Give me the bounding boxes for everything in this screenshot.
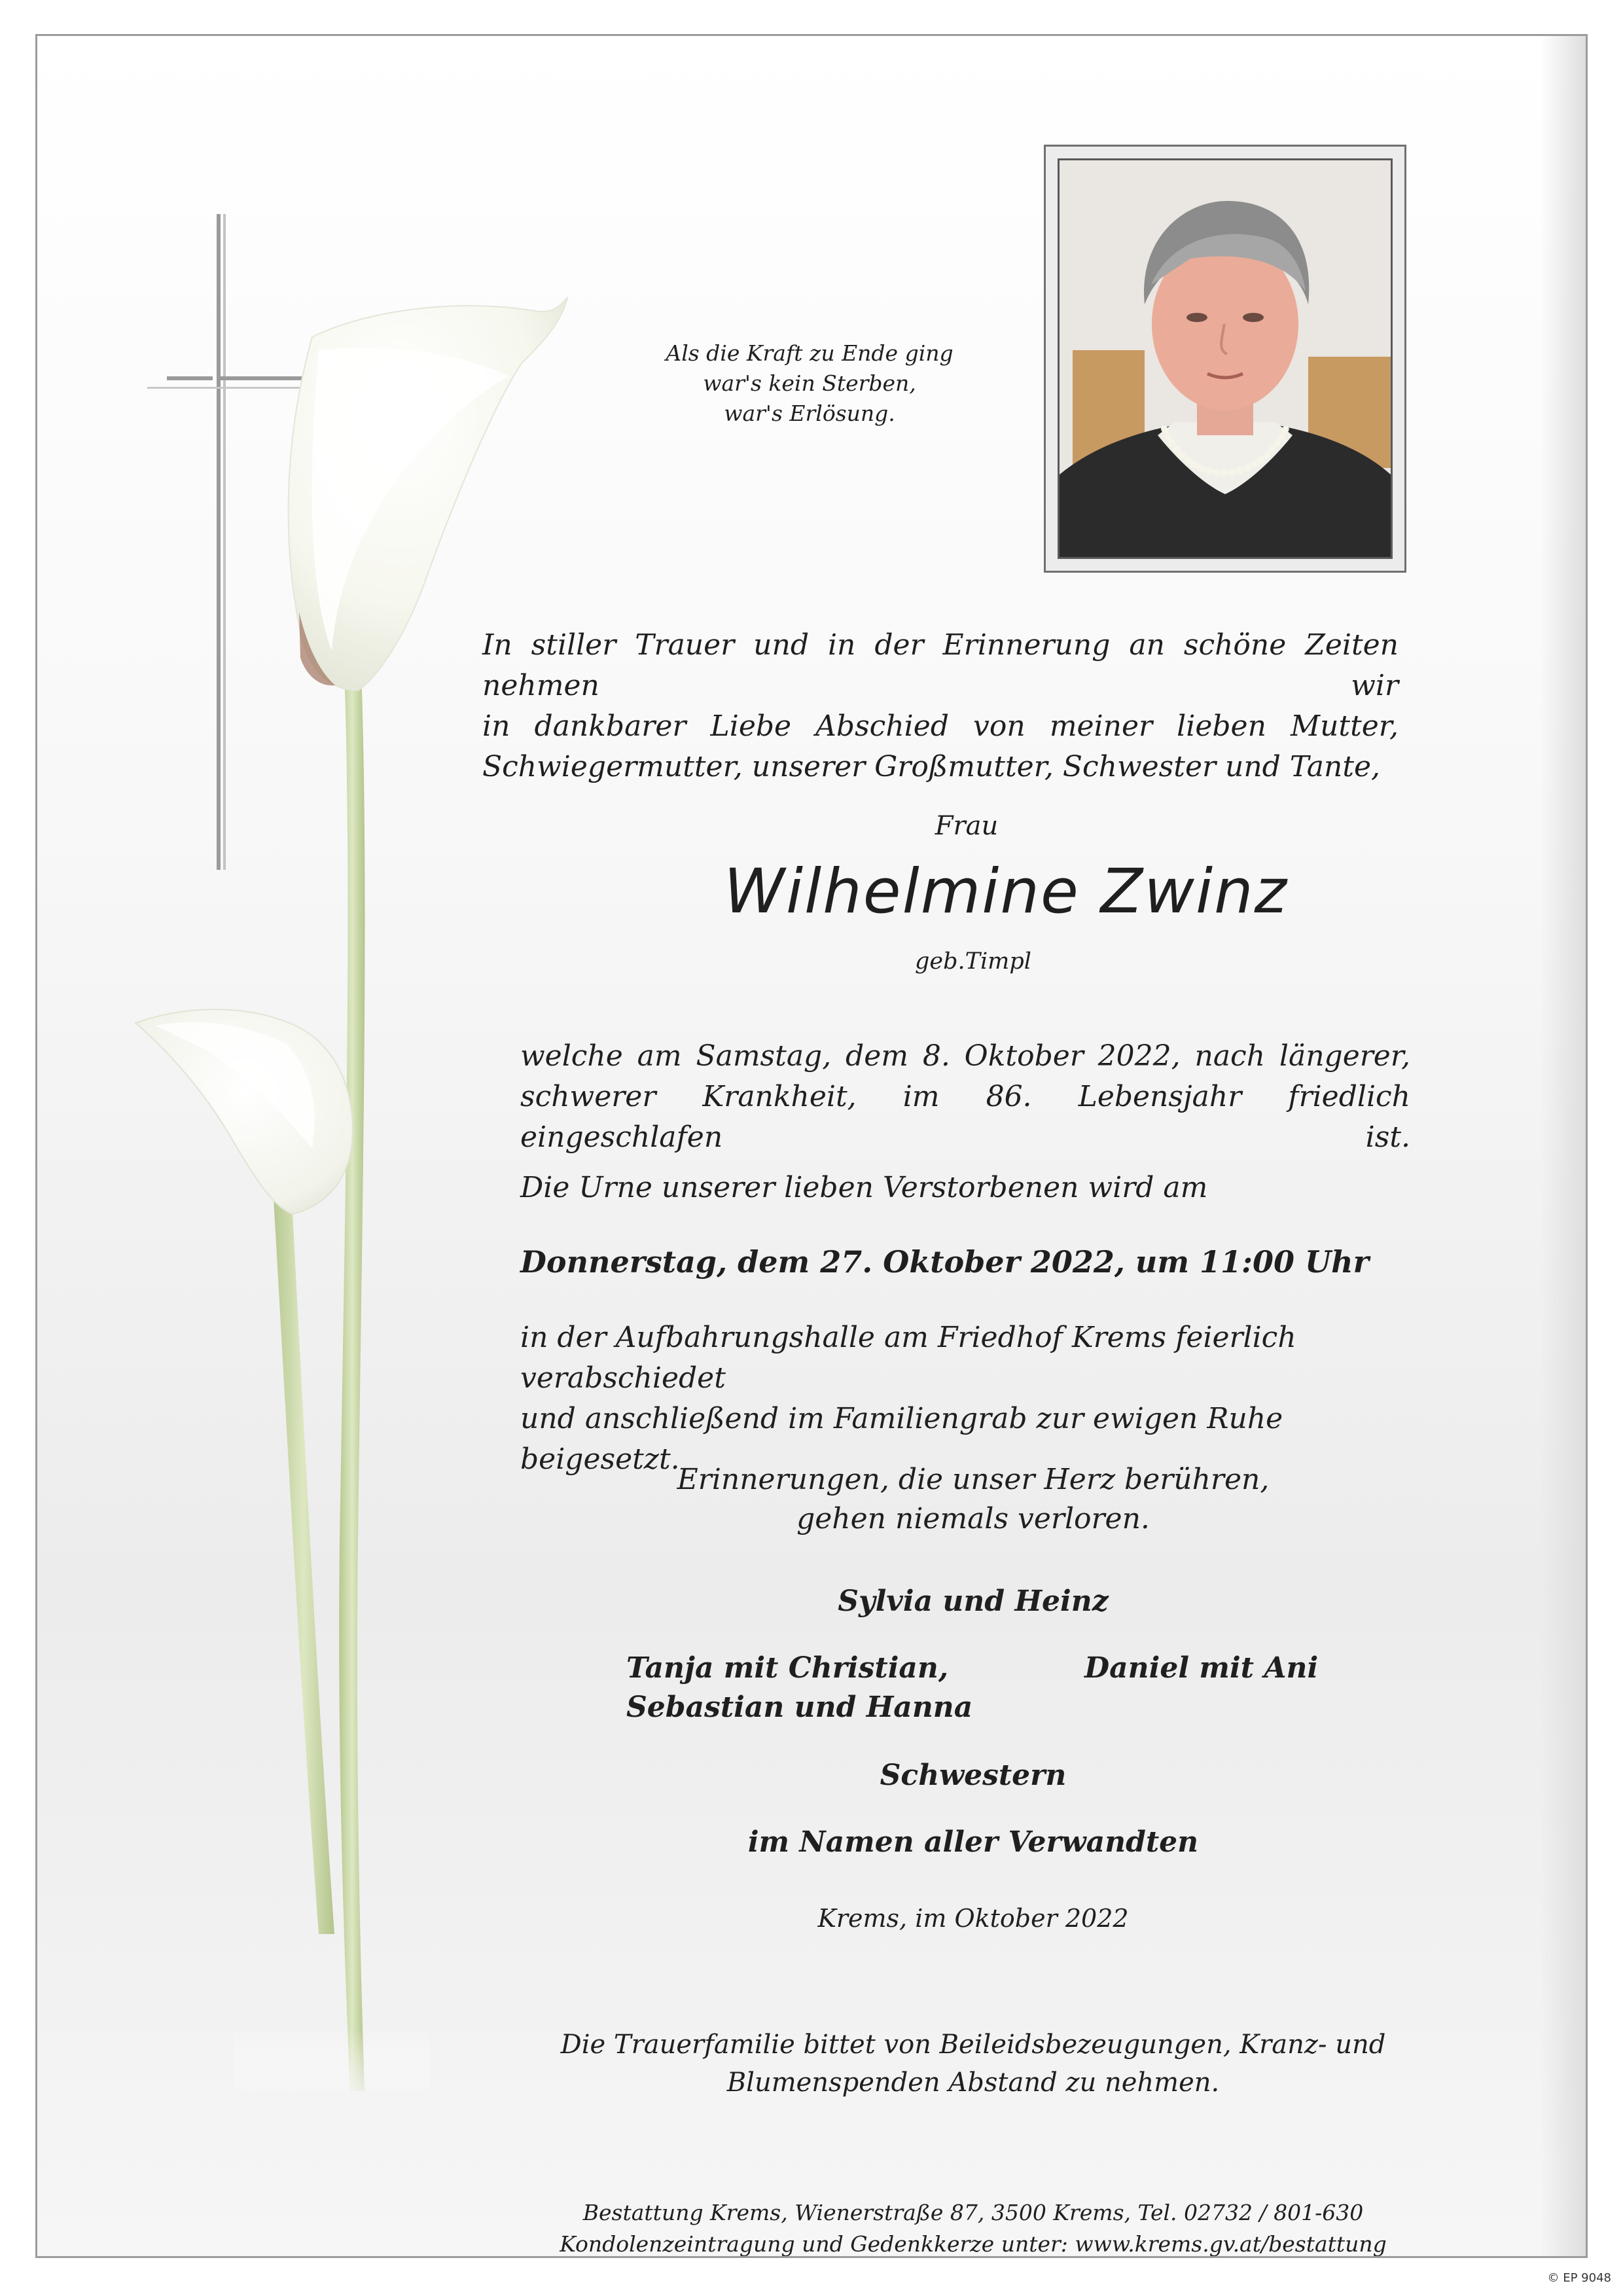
quote-line-2: war's kein Sterben, (703, 370, 916, 396)
epitaph-quote (626, 338, 993, 429)
footer-line-2: Kondolenzeintragung und Gedenkkerze unter: www.krems.gv.at/bestattung (560, 2231, 1387, 2257)
ceremony-date: Donnerstag, dem 27. Oktober 2022, um 11:00 Uhr (520, 1244, 1369, 1280)
family-group-4: Schwestern (880, 1759, 1067, 1792)
ceremony-details (520, 1318, 1450, 1480)
portrait-frame (1044, 145, 1406, 573)
portrait-photo (1058, 158, 1393, 559)
family-group-2 (626, 1649, 1032, 1727)
request-line-2: Blumenspenden Abstand zu nehmen. (726, 2068, 1220, 2098)
urn-announcement: Die Urne unserer lieben Verstorbenen wird am (520, 1171, 1208, 1204)
family-group-5: im Namen aller Verwandten (747, 1825, 1199, 1859)
family-group-2-line-2: Sebastian und Hanna (626, 1691, 973, 1724)
ceremony-line-1: in der Aufbahrungshalle am Friedhof Krems feierlich verabschiedet (520, 1321, 1296, 1395)
memory-quote (626, 1460, 1320, 1539)
intro-line-1: In stiller Trauer und in der Erinnerung an schöne Zeiten nehmen wir (482, 628, 1399, 702)
intro-paragraph (482, 625, 1399, 787)
obituary-card (35, 34, 1588, 2258)
second-lily-flower (135, 1009, 353, 1214)
death-details (520, 1036, 1410, 1158)
ceremony-line-2: und anschließend im Familiengrab zur ewigen Ruhe beigesetzt. (520, 1402, 1283, 1476)
portrait-illustration (1060, 160, 1391, 557)
quote-line-1: Als die Kraft zu Ende ging (666, 340, 954, 366)
funeral-home-footer (535, 2197, 1412, 2258)
intro-line-2: in dankbarer Liebe Abschied von meiner lieben Mutter, (482, 709, 1399, 743)
family-group-2-line-1: Tanja mit Christian, (626, 1651, 949, 1685)
deceased-name: Wilhelmine Zwinz (724, 856, 1288, 927)
memory-line-2: gehen niemals verloren. (796, 1502, 1150, 1535)
family-group-3: Daniel mit Ani (1084, 1651, 1319, 1685)
salutation: Frau (935, 811, 999, 841)
print-code: © EP 9048 (1547, 2271, 1611, 2285)
footer-line-1: Bestattung Krems, Wienerstraße 87, 3500 Krems, Tel. 02732 / 801-630 (582, 2200, 1364, 2225)
family-group-1: Sylvia und Heinz (838, 1585, 1109, 1618)
condolence-request (548, 2026, 1399, 2102)
intro-line-3: Schwiegermutter, unserer Großmutter, Schwester und Tante, (482, 750, 1381, 783)
place-date: Krems, im Oktober 2022 (817, 1904, 1129, 1933)
request-line-1: Die Trauerfamilie bittet von Beileidsbezeugungen, Kranz- und (560, 2030, 1386, 2060)
death-line-2: schwerer Krankheit, im 86. Lebensjahr friedlich eingeschlafen ist. (520, 1080, 1410, 1154)
death-line-1: welche am Samstag, dem 8. Oktober 2022, nach längerer, (520, 1039, 1410, 1073)
quote-line-3: war's Erlösung. (724, 401, 895, 426)
memory-line-1: Erinnerungen, die unser Herz berühren, (677, 1463, 1270, 1496)
maiden-name: geb.Timpl (915, 948, 1031, 975)
